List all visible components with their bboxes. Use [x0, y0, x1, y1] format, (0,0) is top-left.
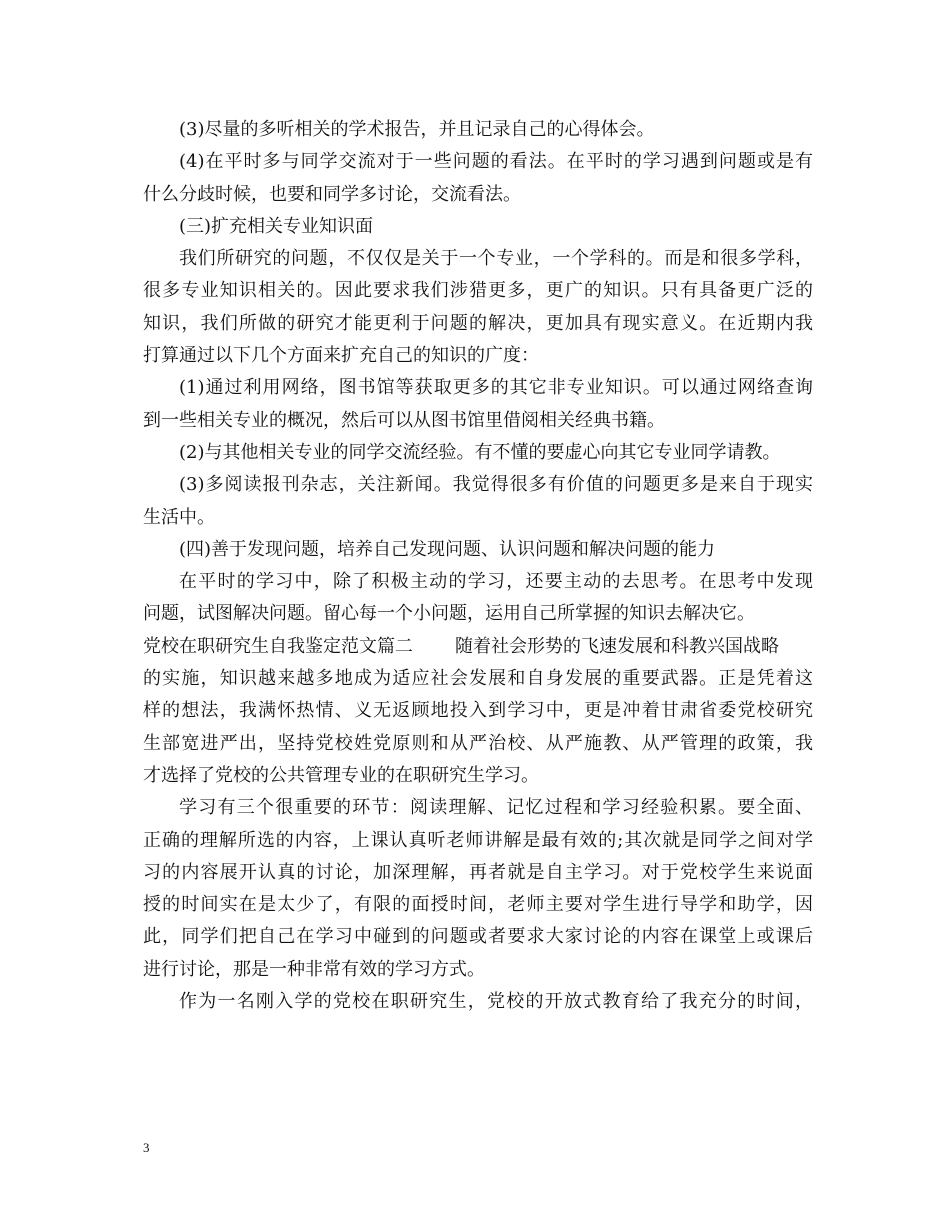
article-title: 党校在职研究生自我鉴定范文篇二 [143, 635, 413, 657]
page-number: 3 [143, 1140, 150, 1155]
section-heading: (四)善于发现问题，培养自己发现问题、认识问题和解决问题的能力 [179, 538, 716, 560]
text-line: 才选择了党校的公共管理专业的在职研究生学习。 [143, 764, 539, 786]
text-line: (1)通过利用网络，图书馆等获取更多的其它非专业知识。可以通过网络查询 [179, 377, 813, 399]
text-line: 我们所研究的问题，不仅仅是关于一个专业，一个学科的。而是和很多学科， [179, 248, 813, 270]
text-line: (3)多阅读报刊杂志，关注新闻。我觉得很多有价值的问题更多是来自于现实 [179, 474, 813, 496]
text-line: 此，同学们把自己在学习中碰到的问题或者要求大家讨论的内容在课堂上或课后 [143, 926, 813, 948]
section-heading: (三)扩充相关专业知识面 [179, 215, 374, 237]
article-title-line [143, 631, 813, 663]
text-line: (4)在平时多与同学交流对于一些问题的看法。在平时的学习遇到问题或是有 [179, 151, 813, 173]
text-line: 的实施，知识越来越多地成为适应社会发展和自身发展的重要武器。正是凭着这 [143, 668, 813, 690]
text-line: 生部宽进严出，坚持党校姓党原则和从严治校、从严施教、从严管理的政策，我 [143, 732, 813, 754]
article-intro: 随着社会形势的飞速发展和科教兴国战略 [455, 635, 779, 657]
text-line: 问题，试图解决问题。留心每一个小问题，运用自己所掌握的知识去解决它。 [143, 603, 755, 625]
text-line: 在平时的学习中，除了积极主动的学习，还要主动的去思考。在思考中发现 [179, 571, 813, 593]
text-line: 生活中。 [143, 506, 215, 528]
text-line: 正确的理解所选的内容，上课认真听老师讲解是最有效的;其次就是同学之间对学 [143, 829, 813, 851]
text-line: 到一些相关专业的概况，然后可以从图书馆里借阅相关经典书籍。 [143, 409, 665, 431]
text-line: (3)尽量的多听相关的学术报告，并且记录自己的心得体会。 [179, 119, 655, 140]
text-line: 作为一名刚入学的党校在职研究生，党校的开放式教育给了我充分的时间， [179, 991, 813, 1013]
text-line: 什么分歧时候，也要和同学多讨论，交流看法。 [143, 183, 521, 205]
body-text [143, 114, 813, 1018]
text-line: 样的想法，我满怀热情、义无返顾地投入到学习中，更是冲着甘肃省委党校研究 [143, 700, 813, 722]
text-line: 进行讨论，那是一种非常有效的学习方式。 [143, 958, 485, 980]
text-line: (2)与其他相关专业的同学交流经验。有不懂的要虚心向其它专业同学请教。 [179, 441, 781, 463]
text-line: 很多专业知识相关的。因此要求我们涉猎更多，更广的知识。只有具备更广泛的 [143, 280, 813, 302]
text-line: 习的内容展开认真的讨论，加深理解，再者就是自主学习。对于党校学生来说面 [143, 861, 813, 883]
text-line: 知识，我们所做的研究才能更利于问题的解决，更加具有现实意义。在近期内我 [143, 312, 813, 334]
text-line: 授的时间实在是太少了，有限的面授时间，老师主要对学生进行导学和助学，因 [143, 894, 813, 916]
text-line: 学习有三个很重要的环节：阅读理解、记忆过程和学习经验积累。要全面、 [179, 797, 813, 819]
text-line: 打算通过以下几个方面来扩充自己的知识的广度： [143, 345, 539, 367]
